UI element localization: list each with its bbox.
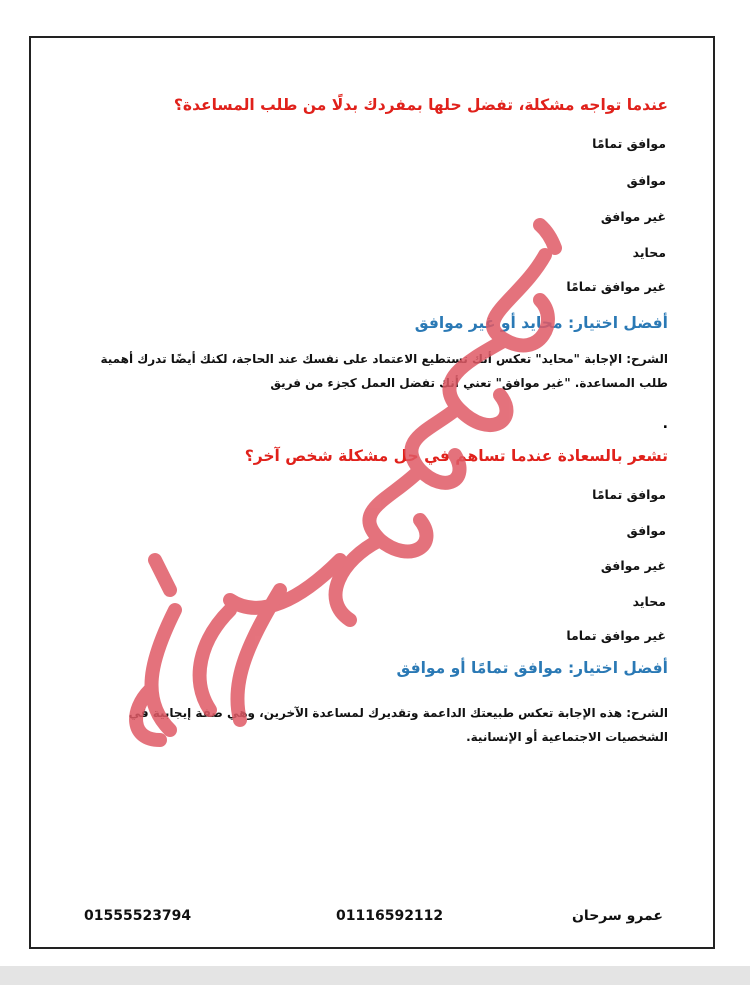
footer-phone-1: 01116592112 — [336, 908, 444, 924]
q2-option-1: موافق تمامًا — [592, 487, 666, 502]
q1-explanation: الشرح: الإجابة "محايد" تعكس أنك تستطيع الاعتماد على نفسك عند الحاجة، لكنك أيضًا تدرك أهمية طلب المساعدة. "غير موافق" تعني أنك تفضل العمل كجزء من فريق — [100, 352, 668, 390]
bottom-bar — [0, 966, 750, 985]
q2-option-3: غير موافق — [600, 558, 666, 573]
q1-option-3: غير موافق — [600, 209, 666, 224]
q2-option-5: غير موافق تماما — [566, 628, 666, 643]
footer-phone-2: 01555523794 — [84, 908, 192, 924]
q2-option-4: محايد — [632, 594, 666, 609]
q1-option-1: موافق تمامًا — [592, 136, 666, 151]
footer-author: عمرو سرحان — [571, 908, 663, 924]
q2-explanation: الشرح: هذه الإجابة تعكس طبيعتك الداعمة وتقديرك لمساعدة الآخرين، وهي صفة إيجابية في الشخصيات الاجتماعية أو الإنسانية. — [128, 706, 668, 744]
q1-option-5: غير موافق تمامًا — [566, 279, 666, 294]
q1-trailing-dot: . — [662, 416, 668, 432]
question-2-title: تشعر بالسعادة عندما تساهم في حل مشكلة شخص آخر؟ — [244, 447, 668, 465]
q1-option-4: محايد — [632, 245, 666, 260]
q1-best-choice: أفضل اختيار: محايد أو غير موافق — [414, 314, 668, 332]
q1-option-2: موافق — [626, 173, 666, 188]
question-1-title: عندما تواجه مشكلة، تفضل حلها بمفردك بدلًا من طلب المساعدة؟ — [173, 96, 668, 114]
q2-best-choice: أفضل اختيار: موافق تمامًا أو موافق — [396, 659, 668, 677]
q2-option-2: موافق — [626, 523, 666, 538]
